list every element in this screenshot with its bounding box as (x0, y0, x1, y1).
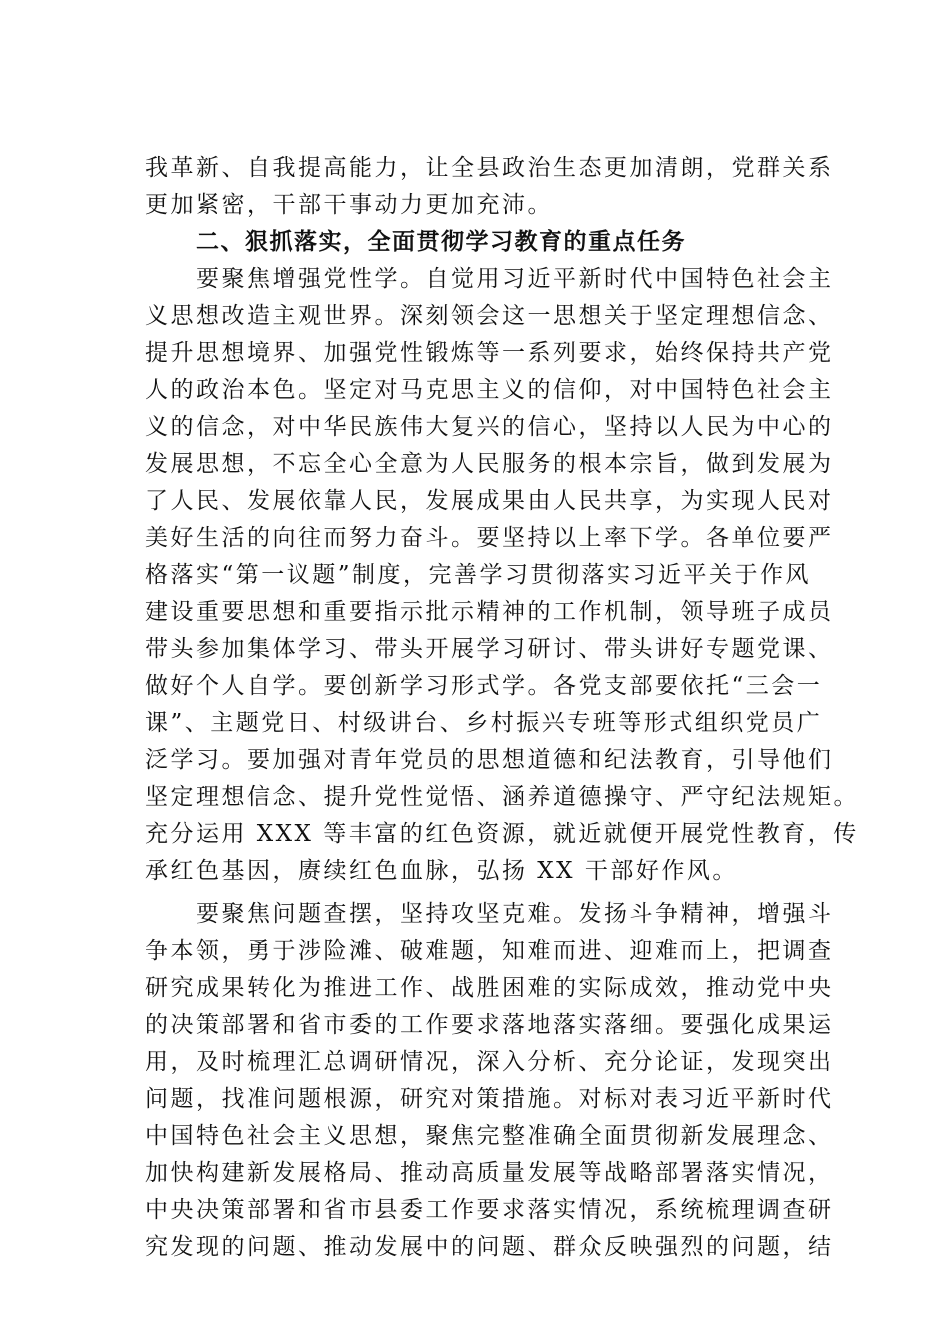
text-line: 要聚焦问题查摆，坚持攻坚克难。发扬斗争精神，增强斗 (196, 901, 834, 927)
text-line: 格落实“第一议题”制度，完善学习贯彻落实习近平关于作风 (145, 562, 812, 588)
text-line: 中国特色社会主义思想，聚焦完整准确全面贯彻新发展理念、 (145, 1123, 834, 1149)
text-line: 争本领，勇于涉险滩、破难题，知难而进、迎难而上，把调查 (145, 938, 834, 964)
text-line: 带头参加集体学习、带头开展学习研讨、带头讲好专题党课、 (145, 636, 834, 662)
text-line: 人的政治本色。坚定对马克思主义的信仰，对中国特色社会主 (145, 377, 834, 403)
text-line: 发展思想，不忘全心全意为人民服务的根本宗旨，做到发展为 (145, 451, 834, 477)
text-line: 用，及时梳理汇总调研情况，深入分析、充分论证，发现突出 (145, 1049, 834, 1075)
text-line: 更加紧密，干部干事动力更加充沛。 (145, 192, 553, 218)
text-line: 究发现的问题、推动发展中的问题、群众反映强烈的问题，结 (145, 1234, 834, 1260)
text-line: 的决策部署和省市委的工作要求落地落实落细。要强化成果运 (145, 1012, 834, 1038)
text-line: 美好生活的向往而努力奋斗。要坚持以上率下学。各单位要严 (145, 525, 834, 551)
text-line: 承红色基因，赓续红色血脉，弘扬 XX 干部好作风。 (145, 858, 738, 884)
text-line: 研究成果转化为推进工作、战胜困难的实际成效，推动党中央 (145, 975, 834, 1001)
text-line: 了人民、发展依靠人民，发展成果由人民共享，为实现人民对 (145, 488, 834, 514)
text-line: 充分运用 XXX 等丰富的红色资源，就近就便开展党性教育，传 (145, 821, 859, 847)
text-line: 问题，找准问题根源，研究对策措施。对标对表习近平新时代 (145, 1086, 834, 1112)
text-line: 课”、主题党日、村级讲台、乡村振兴专班等形式组织党员广 (145, 710, 823, 736)
document-body (145, 150, 859, 1266)
text-line: 义思想改造主观世界。深刻领会这一思想关于坚定理想信念、 (145, 303, 834, 329)
text-line: 提升思想境界、加强党性锻炼等一系列要求，始终保持共产党 (145, 340, 834, 366)
text-line: 坚定理想信念、提升党性觉悟、涵养道德操守、严守纪法规矩。 (145, 784, 859, 810)
section-heading: 二、狠抓落实，全面贯彻学习教育的重点任务 (196, 229, 686, 255)
text-line: 义的信念，对中华民族伟大复兴的信心，坚持以人民为中心的 (145, 414, 834, 440)
text-line: 中央决策部署和省市县委工作要求落实情况，系统梳理调查研 (145, 1197, 834, 1223)
text-line: 加快构建新发展格局、推动高质量发展等战略部署落实情况， (145, 1160, 834, 1186)
text-line: 泛学习。要加强对青年党员的思想道德和纪法教育，引导他们 (145, 747, 834, 773)
text-line: 做好个人自学。要创新学习形式学。各党支部要依托“三会一 (145, 673, 823, 699)
text-line: 建设重要思想和重要指示批示精神的工作机制，领导班子成员 (145, 599, 834, 625)
text-line: 我革新、自我提高能力，让全县政治生态更加清朗，党群关系 (145, 155, 834, 181)
text-line: 要聚焦增强党性学。自觉用习近平新时代中国特色社会主 (196, 266, 834, 292)
